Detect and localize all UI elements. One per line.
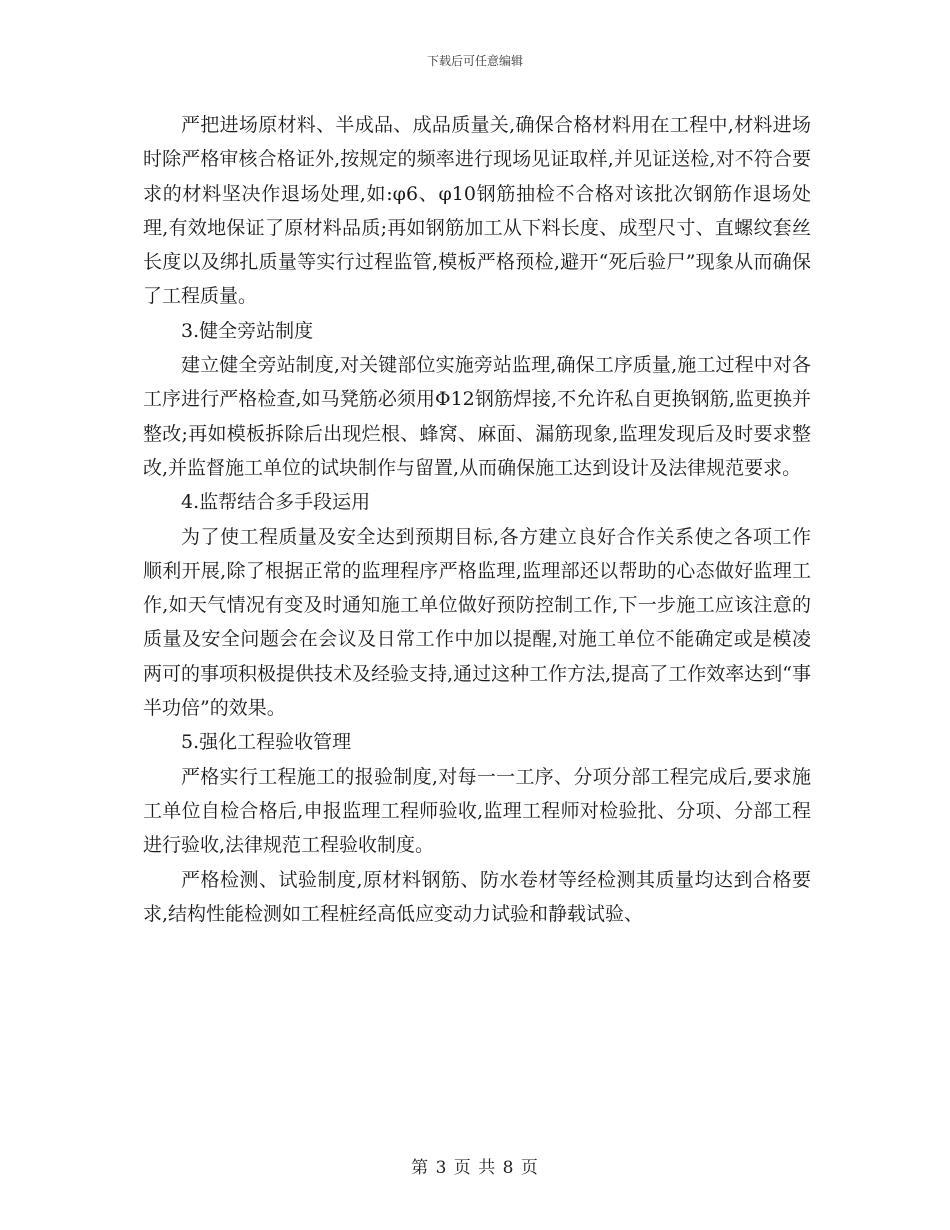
section-heading-3: 3.健全旁站制度 (181, 319, 314, 342)
page-header: 下载后可任意编辑 (426, 54, 523, 68)
paragraph-testing: 严格检测、试验制度,原材料钢筋、防水卷材等经检测其质量均达到合格要求,结构性能检测如工程桩经高低应变动力试验和静载试验、 (143, 868, 811, 925)
paragraph-materials: 严把进场原材料、半成品、成品质量关,确保合格材料用在工程中,材料进场时除严格审核合格证外,按规定的频率进行现场见证取样,并见证送检,对不符合要求的材料坚决作退场处理,如:φ6、φ10钢筋抽检不合格对该批次钢筋作退场处理,有效地保证了原材料品质;再如钢筋加工从下料长度、成型尺寸、直螺纹套丝长度以及绑扎质量等实行过程监管,模板严格预检,避开“死后验尸”现象从而确保了工程质量。 (143, 114, 811, 308)
paragraph-inspection: 严格实行工程施工的报验制度,对每一一工序、分项分部工程完成后,要求施工单位自检合格后,申报监理工程师验收,监理工程师对检验批、分项、分部工程进行验收,法律规范工程验收制度。 (143, 765, 811, 857)
paragraph-supervision: 建立健全旁站制度,对关键部位实施旁站监理,确保工序质量,施工过程中对各工序进行严格检查,如马凳筋必须用Φ12钢筋焊接,不允许私自更换钢筋,监更换并整改;再如模板拆除后出现烂根、蜂窝、麻面、漏筋现象,监理发现后及时要求整改,并监督施工单位的试块制作与留置,从而确保施工达到设计及法律规范要求。 (143, 354, 811, 479)
paragraph-assistance: 为了使工程质量及安全达到预期目标,各方建立良好合作关系使之各项工作顺利开展,除了根据正常的监理程序严格监理,监理部还以帮助的心态做好监理工作,如天气情况有变及时通知施工单位做好预防控制工作,下一步施工应该注意的质量及安全问题会在会议及日常工作中加以提醒,对施工单位不能确定或是模凌两可的事项积极提供技术及经验支持,通过这种工作方法,提高了工作效率达到“事半功倍”的效果。 (143, 525, 811, 720)
section-heading-5: 5.强化工程验收管理 (181, 731, 352, 754)
document-body (143, 108, 811, 931)
page-footer: 第 3 页 共 8 页 (411, 1158, 539, 1178)
section-heading-4: 4.监帮结合多手段运用 (181, 491, 371, 514)
